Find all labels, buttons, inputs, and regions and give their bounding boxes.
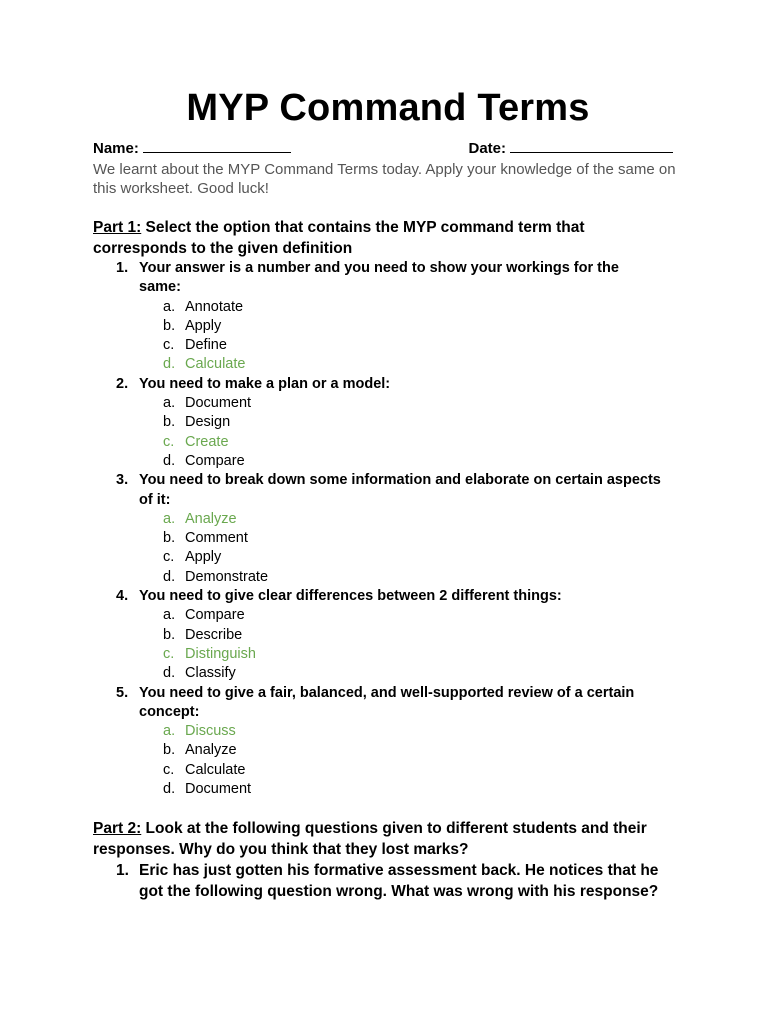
option-item[interactable] bbox=[139, 761, 661, 780]
option-text: Define bbox=[185, 337, 227, 354]
option-letter: a. bbox=[163, 510, 176, 527]
option-item[interactable] bbox=[139, 626, 661, 645]
option-text: Compare bbox=[185, 452, 245, 469]
option-text: Apply bbox=[185, 549, 222, 566]
option-item[interactable] bbox=[139, 394, 661, 413]
date-blank-line[interactable] bbox=[510, 137, 673, 153]
option-letter: a. bbox=[163, 298, 176, 315]
question-number: 4. bbox=[116, 588, 129, 605]
option-text: Design bbox=[185, 414, 231, 431]
part1-label: Part 1: bbox=[93, 219, 142, 236]
question-text: You need to make a plan or a model: bbox=[139, 375, 391, 392]
name-field bbox=[93, 137, 291, 158]
option-letter: a. bbox=[163, 607, 176, 624]
part2-label: Part 2: bbox=[93, 820, 142, 838]
question-item bbox=[93, 860, 679, 902]
name-label: Name: bbox=[93, 140, 139, 157]
option-letter: d. bbox=[163, 356, 176, 373]
question-item bbox=[93, 587, 661, 683]
option-text: Compare bbox=[185, 607, 245, 624]
option-item-correct[interactable] bbox=[139, 433, 661, 452]
option-letter: c. bbox=[163, 549, 175, 566]
option-letter: b. bbox=[163, 414, 176, 431]
question-text: You need to give a fair, balanced, and well-supported review of a certain concept: bbox=[139, 684, 635, 720]
question-text: You need to break down some information and elaborate on certain aspects of it: bbox=[139, 472, 661, 508]
name-date-row bbox=[93, 137, 673, 158]
option-letter: d. bbox=[163, 568, 176, 585]
option-text: Analyze bbox=[185, 510, 237, 527]
date-field bbox=[468, 137, 673, 158]
option-list bbox=[139, 606, 661, 683]
question-number: 5. bbox=[116, 684, 129, 701]
question-item bbox=[93, 471, 661, 587]
option-item[interactable] bbox=[139, 741, 661, 760]
option-text: Calculate bbox=[185, 761, 246, 778]
page-title: MYP Command Terms bbox=[186, 87, 590, 129]
option-text: Document bbox=[185, 781, 252, 798]
option-item[interactable] bbox=[139, 529, 661, 548]
option-letter: a. bbox=[163, 395, 176, 412]
option-item[interactable] bbox=[139, 568, 661, 587]
option-list bbox=[139, 298, 661, 375]
question-text: Eric has just gotten his formative assessment back. He notices that he got the following question wrong. What was wrong with his response? bbox=[139, 862, 659, 901]
option-item[interactable] bbox=[139, 452, 661, 471]
option-letter: d. bbox=[163, 781, 176, 798]
question-item bbox=[93, 684, 661, 800]
part2-question-list bbox=[93, 860, 683, 902]
option-item-correct[interactable] bbox=[139, 510, 661, 529]
option-letter: b. bbox=[163, 626, 176, 643]
question-number: 3. bbox=[116, 472, 129, 489]
part1-question-list bbox=[93, 259, 683, 799]
option-letter: b. bbox=[163, 317, 176, 334]
option-list bbox=[139, 722, 661, 799]
worksheet bbox=[93, 84, 683, 902]
option-text: Demonstrate bbox=[185, 568, 269, 585]
option-text: Classify bbox=[185, 665, 236, 682]
option-list bbox=[139, 394, 661, 471]
option-letter: a. bbox=[163, 723, 176, 740]
question-number: 1. bbox=[116, 260, 129, 276]
date-label: Date: bbox=[468, 140, 506, 157]
question-item bbox=[93, 375, 661, 471]
option-text: Distinguish bbox=[185, 645, 256, 662]
part2-instruction: Look at the following questions given to different students and their responses. Why do you think that they lost marks? bbox=[93, 820, 647, 859]
option-item[interactable] bbox=[139, 780, 661, 799]
part1-heading bbox=[93, 217, 673, 259]
option-item[interactable] bbox=[139, 317, 661, 336]
option-letter: c. bbox=[163, 761, 175, 778]
option-item[interactable] bbox=[139, 298, 661, 317]
option-item[interactable] bbox=[139, 336, 661, 355]
option-text: Describe bbox=[185, 626, 243, 643]
option-text: Calculate bbox=[185, 356, 246, 373]
option-text: Apply bbox=[185, 317, 222, 334]
question-text: You need to give clear differences between 2 different things: bbox=[139, 588, 562, 605]
option-item-correct[interactable] bbox=[139, 355, 661, 374]
option-letter: c. bbox=[163, 433, 175, 450]
option-item-correct[interactable] bbox=[139, 645, 661, 664]
question-item bbox=[93, 259, 661, 375]
question-text: Your answer is a number and you need to show your workings for the same: bbox=[139, 260, 619, 296]
option-text: Annotate bbox=[185, 298, 244, 315]
intro-text: We learnt about the MYP Command Terms today. Apply your knowledge of the same on this worksheet. Good luck! bbox=[93, 161, 676, 197]
option-item[interactable] bbox=[139, 548, 661, 567]
option-letter: b. bbox=[163, 742, 176, 759]
option-letter: b. bbox=[163, 530, 176, 547]
option-list bbox=[139, 510, 661, 587]
option-letter: d. bbox=[163, 665, 176, 682]
question-number: 1. bbox=[116, 862, 129, 880]
option-item[interactable] bbox=[139, 413, 661, 432]
part1-instruction: Select the option that contains the MYP command term that corresponds to the given definition bbox=[93, 219, 585, 257]
part2-heading bbox=[93, 818, 673, 860]
option-item[interactable] bbox=[139, 606, 661, 625]
option-letter: c. bbox=[163, 645, 175, 662]
option-text: Document bbox=[185, 395, 252, 412]
option-item[interactable] bbox=[139, 664, 661, 683]
name-blank-line[interactable] bbox=[143, 137, 291, 153]
option-letter: c. bbox=[163, 337, 175, 354]
option-text: Create bbox=[185, 433, 229, 450]
option-text: Analyze bbox=[185, 742, 237, 759]
option-letter: d. bbox=[163, 452, 176, 469]
option-item-correct[interactable] bbox=[139, 722, 661, 741]
question-number: 2. bbox=[116, 375, 129, 392]
option-text: Discuss bbox=[185, 723, 236, 740]
option-text: Comment bbox=[185, 530, 248, 547]
